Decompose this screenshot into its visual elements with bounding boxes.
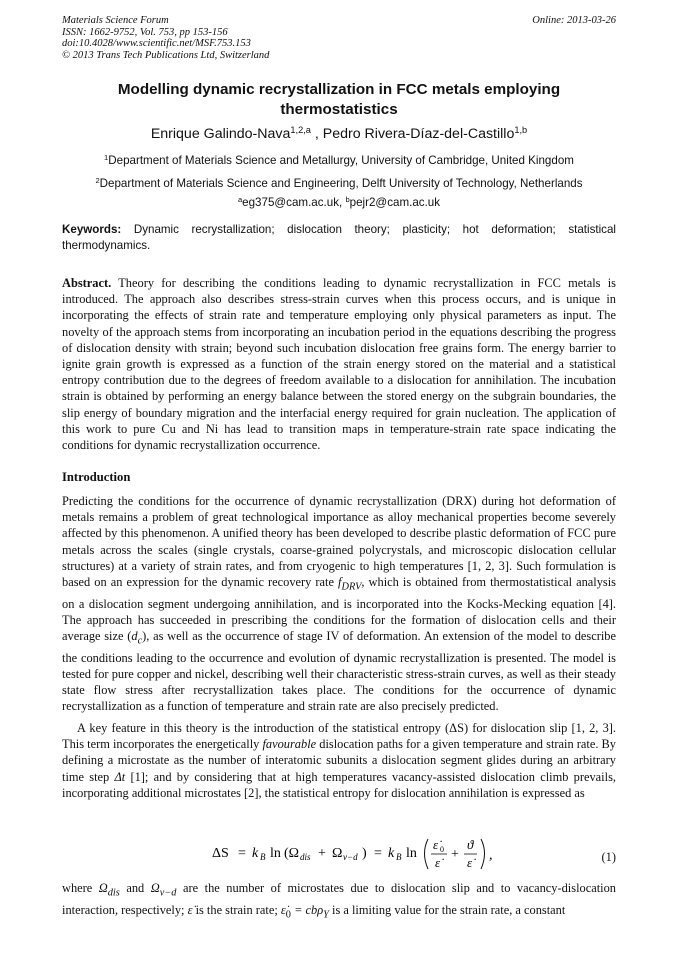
eq-arg2-sub: v−d bbox=[343, 852, 358, 862]
eq-plus: + bbox=[318, 846, 326, 861]
math-rho-sub: Y bbox=[323, 909, 329, 921]
intro-p1-text-a: Predicting the conditions for the occurrence of dynamic recrystallization (DRX) during hot deformation of metals remains a problem of great technological importance as alloy mechanical properties become severely affected by this phenomenon. A unified theory has been developed to describe plastic deformation of FCC pure metals across the scales (single crystals, coarse-grained polycrystals, and microscopic dislocation cellular structures) at a variety of strain rates, and from cryogenic to high temperatures [1, 2, 3]. Such formulation is based on an expression for the dynamic recovery rate bbox=[62, 494, 616, 590]
intro-p1-text-b: , which is obtained from thermostatistical analysis on a dislocation segment undergoing annihilation, and is incorporated into the Kocks-Mecking equation [4]. The approach has succeeded in prescribing the conditions for the formation of dislocation cells and their average size ( bbox=[62, 575, 616, 644]
eq-ln: ln bbox=[270, 846, 281, 861]
eq-plus-2: + bbox=[451, 847, 459, 862]
affiliation-2 bbox=[40, 177, 638, 190]
affiliation-2-text: Department of Materials Science and Engineering, Delft University of Technology, Netherlands bbox=[99, 177, 583, 190]
math-d-sub: c bbox=[137, 635, 143, 647]
eq-equals-2: = bbox=[374, 846, 382, 861]
math-omega-dis-sub: dis bbox=[107, 887, 120, 899]
eq-ln-2: ln bbox=[406, 846, 417, 861]
math-omega-vd-sub: v−d bbox=[159, 887, 177, 899]
section-heading-introduction: Introduction bbox=[62, 470, 131, 484]
eq-arg2: Ω bbox=[332, 846, 343, 861]
intro-paragraph-1 bbox=[62, 493, 616, 715]
equation-1 bbox=[0, 835, 678, 873]
author-separator: , bbox=[310, 126, 323, 142]
author-2-affil: 1,b bbox=[514, 124, 528, 135]
math-strain-rate: ε̇ bbox=[187, 902, 193, 917]
math-d: d bbox=[131, 629, 138, 644]
math-f-sub: DRV bbox=[341, 581, 362, 593]
math-cb-rho: = cbρ bbox=[290, 902, 324, 917]
doi-line[interactable]: doi:10.4028/www.scientific.net/MSF.753.153 bbox=[62, 38, 251, 50]
eq-left-paren bbox=[425, 839, 429, 869]
intro-p2-text-c: [1]; and by considering that at high temperatures vacancy-assisted dislocation climb prevails, incorporating additional microstates [2], the statistical entropy for dislocation annihilation is expressed as bbox=[62, 769, 616, 800]
intro-paragraph-2 bbox=[62, 720, 616, 801]
eq-kb: k bbox=[252, 846, 259, 861]
math-omega-dis: Ω bbox=[98, 881, 108, 895]
eq-comma: , bbox=[489, 848, 493, 863]
eq-frac2-den: ε̇ bbox=[467, 855, 473, 870]
math-omega-vd: Ω bbox=[150, 881, 160, 895]
abstract-text: Theory for describing the conditions leading to dynamic recrystallization in FCC metals is introduced. The approach also describes stress-strain curves when this process occurs, and is unique in incorporating the effects of strain rate and temperature employing only physical parameters as input. The novelty of the approach stems from incorporating an incubation period in the equations describing the progress of dislocation density with strain; beyond such incubation dislocation free grains form. The energy barrier to ignite grain growth is expressed as a function of the strain energy stored on the material and a statistical entropy contribution due to the degrees of freedom available to a dislocation for annihilation. The incubation strain is obtained by performing an energy balance between the stored energy on the subgrain boundaries, the slip energy of boundary migration and the interfacial energy required for grain nucleation. The application of this work to pure Cu and Ni has lead to transition maps in temperature-strain rate space indicating the conditions for dynamic recrystallization occurrence. bbox=[62, 276, 616, 453]
intro-paragraph-3 bbox=[62, 880, 616, 923]
affiliation-1 bbox=[40, 154, 638, 167]
intro-p2-text-a: A key feature in this theory is the introduction of the statistical entropy (ΔS) for dislocation slip [1, 2, 3]. This term incorporates the energetically bbox=[62, 721, 616, 752]
author-emails bbox=[40, 196, 638, 209]
eq-frac1-den: ε̇ bbox=[435, 855, 441, 870]
author-2: Pedro Rivera-Díaz-del-Castillo bbox=[322, 126, 515, 142]
equation-number: (1) bbox=[601, 850, 616, 864]
intro-p1-text-c: ), as well as the occurrence of stage IV of deformation. An extension of the model to describe the conditions leading to the occurrence and evolution of dynamic recrystallization is presented. The model is tested for pure copper and nickel, describing well their characteristic stress-strain curves, as well as their steady state flow stress after recrystallization takes place. The conditions for the occurrence of dynamic recrystallization as a function of temperature and strain rate are also precisely predicted. bbox=[62, 629, 616, 714]
intro-p3-text-a: where bbox=[62, 881, 99, 895]
intro-p3-text-e: is a limiting value for the strain rate, a constant bbox=[328, 902, 566, 917]
abstract-label: Abstract. bbox=[62, 276, 112, 290]
eq-kb-sub: B bbox=[260, 852, 266, 862]
journal-header bbox=[62, 15, 269, 61]
abstract bbox=[62, 275, 616, 453]
eq-lhs: ΔS bbox=[212, 846, 229, 861]
email-a-marker: a bbox=[237, 194, 243, 204]
copyright-line: © 2013 Trans Tech Publications Ltd, Switzerland bbox=[62, 49, 270, 61]
online-date: Online: 2013-03-26 bbox=[532, 15, 616, 26]
email-b-marker: b bbox=[345, 194, 350, 204]
eq-right-paren bbox=[481, 839, 485, 869]
affiliation-1-text: Department of Materials Science and Metallurgy, University of Cambridge, United Kingdom bbox=[108, 154, 574, 167]
email-b[interactable]: pejr2@cam.ac.uk bbox=[349, 196, 441, 209]
affiliation-1-marker: 1 bbox=[104, 152, 109, 162]
author-list bbox=[40, 126, 638, 142]
author-1: Enrique Galindo-Nava bbox=[150, 126, 291, 142]
eq-frac2-num: ϑ bbox=[467, 837, 474, 852]
math-strain-rate-0: ε̇ bbox=[280, 902, 286, 917]
affiliation-2-marker: 2 bbox=[95, 175, 100, 185]
paper-title: Modelling dynamic recrystallization in FCC metals employing thermostatistics bbox=[117, 81, 561, 118]
keywords bbox=[62, 222, 616, 254]
intro-p2-emphasis: favourable bbox=[262, 737, 317, 752]
intro-p3-text-c: are the number of microstates due to dislocation slip and to vacancy-dislocation interaction, respectively; bbox=[62, 881, 616, 917]
math-f: f bbox=[338, 575, 342, 590]
keywords-text: Dynamic recrystallization; dislocation theory; plasticity; hot deformation; statistical thermodynamics. bbox=[62, 223, 616, 252]
keywords-label: Keywords: bbox=[62, 223, 122, 236]
eq-arg1: (Ω bbox=[284, 846, 300, 861]
eq-frac1-num-sub: 0 bbox=[440, 845, 444, 854]
author-1-affil: 1,2,a bbox=[290, 124, 311, 135]
eq-close: ) bbox=[362, 846, 367, 861]
math-delta-t: Δt bbox=[114, 769, 126, 784]
issn-line: ISSN: 1662-9752, Vol. 753, pp 153-156 bbox=[62, 26, 228, 38]
intro-p3-text-b: and bbox=[119, 881, 151, 895]
eq-frac1-num: ε̇ bbox=[433, 837, 439, 852]
journal-name: Materials Science Forum bbox=[62, 15, 169, 26]
math-strain-rate-0-sub: 0 bbox=[285, 909, 291, 921]
eq-kb-2: k bbox=[388, 846, 395, 861]
intro-p3-text-d: is the strain rate; bbox=[192, 902, 281, 917]
eq-arg1-sub: dis bbox=[300, 852, 311, 862]
email-a[interactable]: eg375@cam.ac.uk, bbox=[242, 196, 346, 209]
eq-equals: = bbox=[238, 846, 246, 861]
eq-kb2-sub: B bbox=[396, 852, 402, 862]
intro-p2-text-b: dislocation paths for a given temperature and strain rate. By defining a microstate as the number of interatomic subunits a dislocation segment glides during an arbitrary time step bbox=[62, 737, 617, 784]
